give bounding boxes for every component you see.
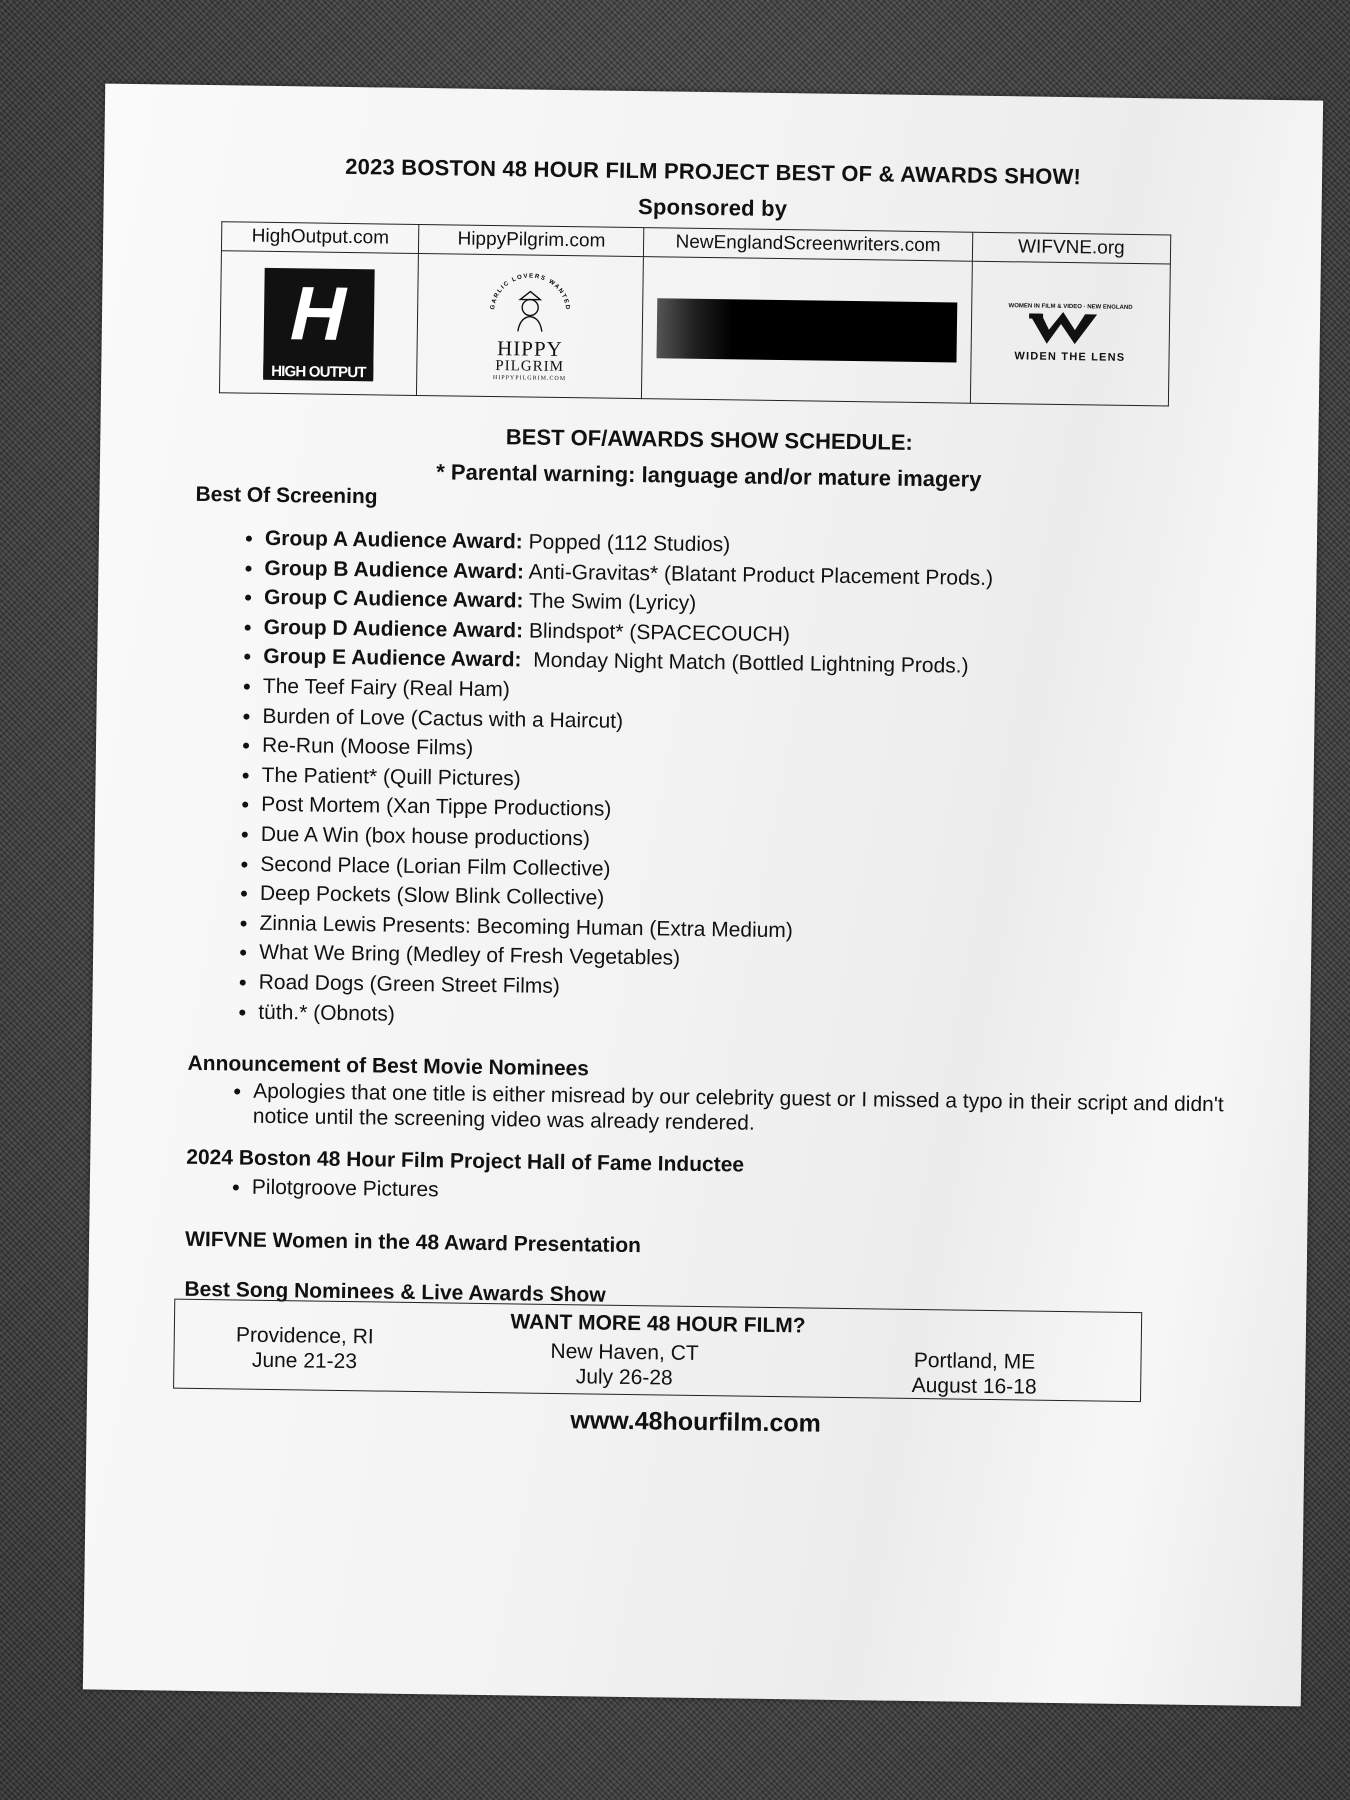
- list-item: • The Teef Fairy (Real Ham): [263, 672, 1233, 715]
- city-portland: [874, 1347, 1075, 1400]
- highoutput-logo-cell: [219, 251, 418, 396]
- city-name: Providence, RI: [235, 1323, 374, 1349]
- award-film: Popped (112 Studios): [528, 530, 731, 557]
- wifvne-logo-slogan: WIDEN THE LENS: [1014, 350, 1126, 364]
- city-name: New Haven, CT: [550, 1339, 699, 1365]
- more-48-title: WANT MORE 48 HOUR FILM?: [510, 1310, 806, 1338]
- wifvne-w-icon: [1025, 309, 1115, 346]
- city-dates: June 21-23: [251, 1348, 358, 1374]
- list-item: • What We Bring (Medley of Fresh Vegetables): [259, 938, 1229, 981]
- hippypilgrim-logo-name-2: PILGRIM: [495, 357, 565, 375]
- sponsor-site-hippypilgrim: HippyPilgrim.com: [419, 224, 644, 256]
- best-of-heading: Best Of Screening: [195, 482, 378, 509]
- list-item: • Pilotgroove Pictures: [252, 1173, 1226, 1216]
- award-name: Group B Audience Award:: [264, 556, 525, 584]
- list-item: • Burden of Love (Cactus with a Haircut): [262, 701, 1232, 744]
- city-dates: July 26-28: [575, 1365, 673, 1390]
- award-film: Blindspot* (SPACECOUCH): [528, 619, 791, 646]
- city-dates: August 16-18: [911, 1373, 1037, 1399]
- list-item: • Re-Run (Moose Films): [262, 731, 1232, 774]
- list-item: • The Patient* (Quill Pictures): [261, 761, 1231, 804]
- best-song-heading: Best Song Nominees & Live Awards Show: [184, 1277, 606, 1307]
- wifvne-logo: [971, 303, 1169, 365]
- list-item: • Zinnia Lewis Presents: Becoming Human (Extra Medium): [259, 909, 1229, 952]
- award-film: The Swim (Lyricy): [528, 589, 697, 616]
- highoutput-logo-text: HIGH OUTPUT: [263, 362, 373, 381]
- award-name: Group C Audience Award:: [263, 586, 524, 613]
- hall-of-fame-heading: 2024 Boston 48 Hour Film Project Hall of Fame Inductee: [186, 1145, 745, 1177]
- highoutput-logo: [263, 267, 375, 379]
- list-item: • tüth.* (Obnots): [258, 997, 1228, 1040]
- website-url[interactable]: www.48hourfilm.com: [570, 1406, 822, 1438]
- city-providence: [204, 1322, 405, 1375]
- sponsor-site-newenglandscreenwriters: NewEnglandScreenwriters.com: [644, 228, 973, 262]
- award-film: Monday Night Match (Bottled Lightning Prods.): [533, 648, 969, 679]
- hippypilgrim-logo-url: HIPPYPILGRIM.COM: [492, 374, 567, 382]
- flyer-title: 2023 BOSTON 48 HOUR FILM PROJECT BEST OF & AWARDS SHOW!: [345, 153, 1082, 190]
- list-item: • Post Mortem (Xan Tippe Productions): [261, 790, 1231, 833]
- wifvne-logo-cell: [970, 261, 1170, 406]
- wifvne-logo-tagline: WOMEN IN FILM & VIDEO · NEW ENGLAND: [1008, 303, 1133, 311]
- flyer-paper: [83, 84, 1323, 1707]
- list-item: • Deep Pockets (Slow Blink Collective): [260, 879, 1230, 922]
- list-item: • Apologies that one title is either misread by our celebrity guest or I missed a typo in their script and didn't notice until the screening video was already rendered.: [253, 1079, 1228, 1143]
- hippypilgrim-logo-name: HIPPY: [496, 335, 563, 361]
- pilgrim-figure-icon: [480, 270, 581, 333]
- award-film: Anti-Gravitas* (Blatant Product Placement Prods.): [528, 560, 994, 590]
- hippypilgrim-logo-cell: [417, 253, 644, 398]
- award-name: Group D Audience Award:: [263, 615, 524, 643]
- city-new-haven: [524, 1339, 725, 1392]
- list-item: • Road Dogs (Green Street Films): [259, 968, 1229, 1011]
- nominees-heading: Announcement of Best Movie Nominees: [187, 1051, 590, 1081]
- best-of-list: [188, 523, 1235, 1041]
- parental-warning: * Parental warning: language and/or mature imagery: [436, 459, 982, 492]
- sponsor-site-wifvne: WIFVNE.org: [972, 232, 1171, 264]
- schedule-content: [184, 483, 1235, 1316]
- more-48-box: [173, 1299, 1142, 1403]
- schedule-heading: BEST OF/AWARDS SHOW SCHEDULE:: [505, 424, 914, 455]
- hippypilgrim-logo: [418, 269, 643, 382]
- list-item: • Due A Win (box house productions): [261, 820, 1231, 863]
- city-name: Portland, ME: [913, 1348, 1036, 1374]
- newenglandscreenwriters-logo-cell: [642, 257, 972, 404]
- list-item: • Second Place (Lorian Film Collective): [260, 849, 1230, 892]
- highoutput-logo-letter: H: [282, 270, 357, 357]
- sponsor-table: [219, 221, 1171, 406]
- wifvne-award-heading: WIFVNE Women in the 48 Award Presentation: [184, 1227, 642, 1257]
- hippypilgrim-logo-arc: GARLIC LOVERS WANTED: [490, 272, 571, 311]
- award-name: Group A Audience Award:: [264, 526, 523, 554]
- award-name: Group E Audience Award:: [263, 645, 522, 672]
- newenglandscreenwriters-logo: [656, 298, 957, 362]
- sponsor-site-highoutput: HighOutput.com: [221, 222, 419, 254]
- sponsored-by-label: Sponsored by: [637, 194, 788, 222]
